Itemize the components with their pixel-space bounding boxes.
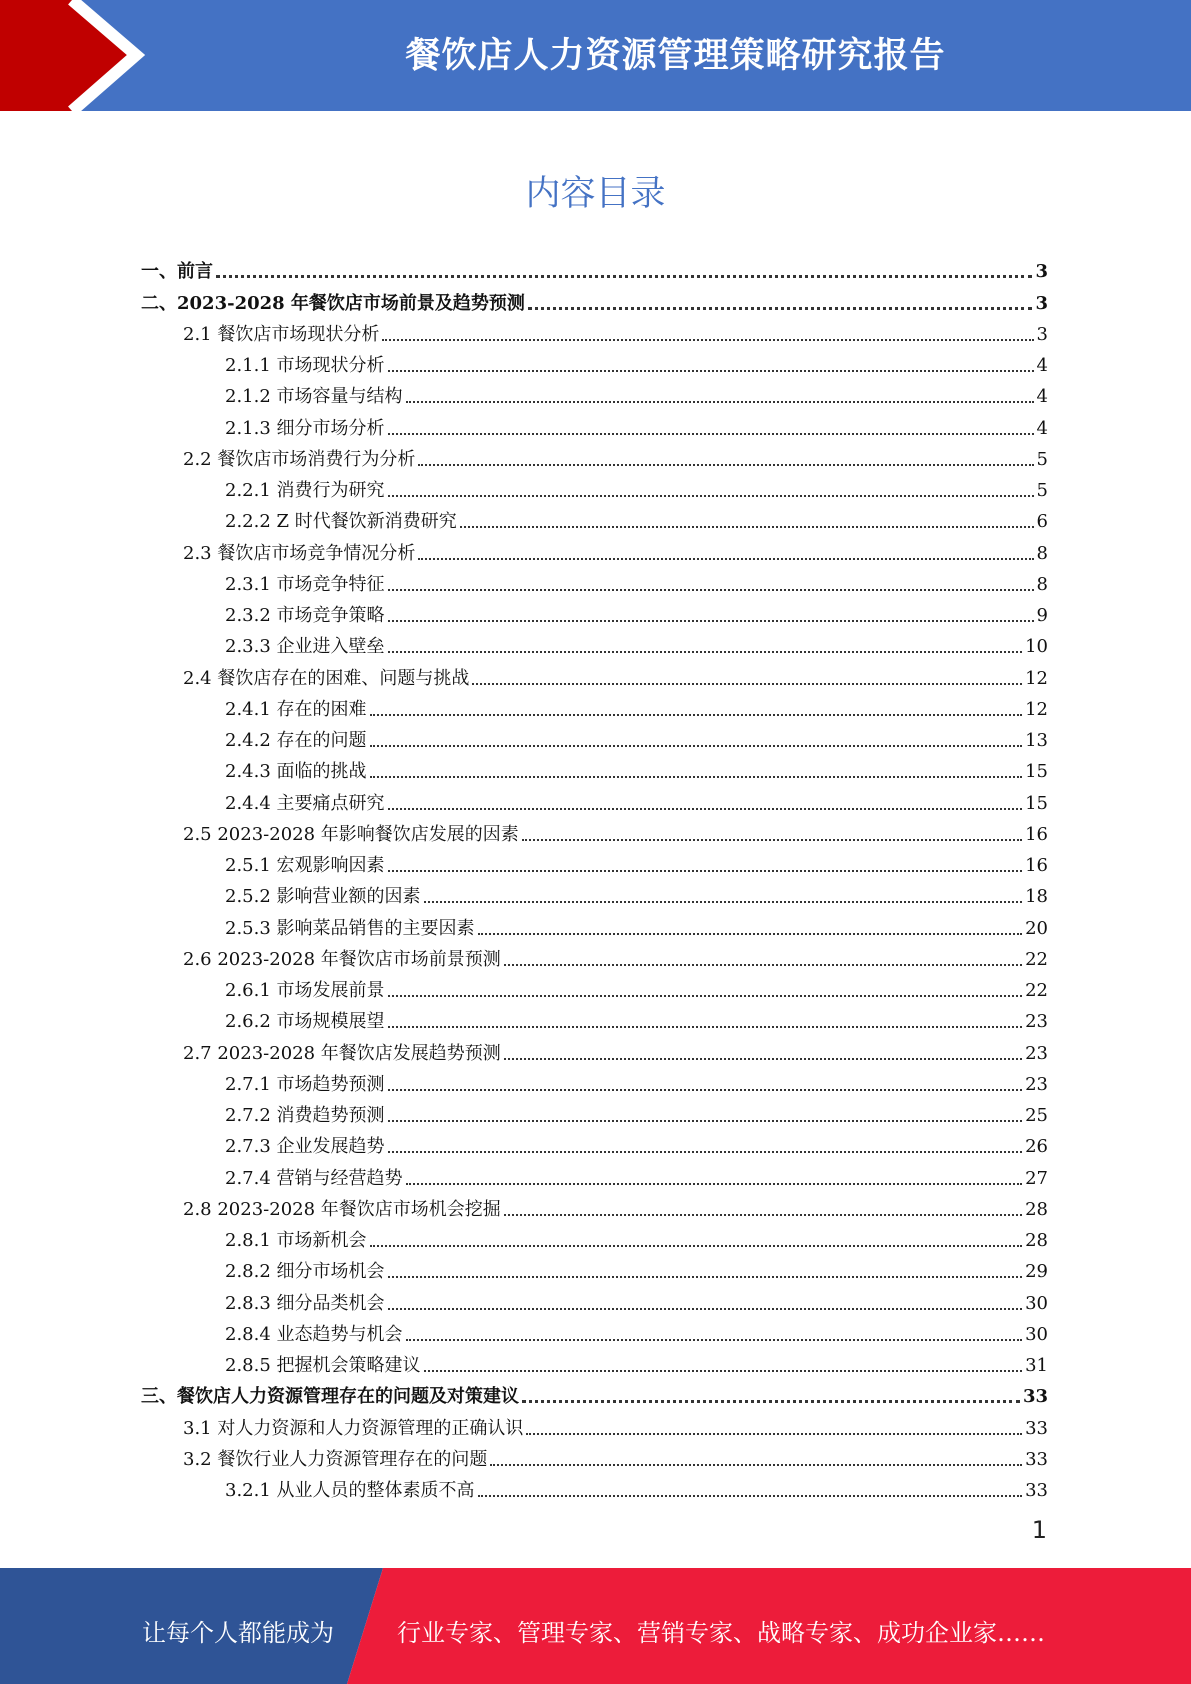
toc-entry-page: 6: [1036, 511, 1048, 533]
toc-entry-label: 2.1.1 市场现状分析: [225, 355, 385, 376]
toc-entry-label: 2.2 餐饮店市场消费行为分析: [183, 448, 416, 470]
toc-dot-leader: [522, 1400, 1020, 1403]
toc-entry-page: 3: [1035, 261, 1048, 283]
footer-band: [0, 1568, 1191, 1684]
toc-entry[interactable]: [141, 659, 1048, 690]
toc-entry-page: 3: [1036, 323, 1048, 345]
toc-entry-page: 33: [1025, 1448, 1048, 1470]
toc-entry[interactable]: [141, 909, 1048, 940]
toc-entry-label: 2.5.1 宏观影响因素: [225, 855, 385, 876]
toc-dot-leader: [418, 558, 1033, 560]
toc-dot-leader: [388, 1120, 1023, 1122]
toc-entry-label: 2.1.3 细分市场分析: [225, 417, 385, 439]
toc-entry[interactable]: [141, 1097, 1048, 1128]
toc-entry[interactable]: [141, 253, 1048, 284]
toc-entry-label: 2.7 2023-2028 年餐饮店发展趋势预测: [183, 1042, 501, 1064]
page-number: 1: [1031, 1516, 1047, 1544]
toc-dot-leader: [472, 683, 1022, 685]
toc-dot-leader: [370, 745, 1023, 747]
toc-entry-label: 2.5.3 影响菜品销售的主要因素: [225, 917, 475, 939]
toc-dot-leader: [388, 1089, 1023, 1091]
toc-entry-label: 2.4.1 存在的困难: [225, 698, 367, 720]
toc-entry-page: 20: [1025, 917, 1048, 939]
toc-entry-label: 2.1.2 市场容量与结构: [225, 386, 403, 408]
toc-entry[interactable]: [141, 503, 1048, 534]
toc-dot-leader: [504, 1058, 1022, 1060]
toc-dot-leader: [388, 620, 1034, 622]
toc-entry-label: 2.7.4 营销与经营趋势: [225, 1167, 403, 1189]
toc-dot-leader: [388, 870, 1023, 872]
toc-entry[interactable]: [141, 284, 1048, 315]
toc-dot-leader: [216, 275, 1032, 278]
toc-dot-leader: [528, 307, 1033, 310]
toc-dot-leader: [490, 1464, 1022, 1466]
toc-entry[interactable]: [141, 753, 1048, 784]
toc-dot-leader: [504, 1214, 1022, 1216]
toc-entry-page: 22: [1025, 948, 1048, 970]
toc-entry[interactable]: [141, 534, 1048, 565]
toc-entry-label: 2.2.2 Z 时代餐饮新消费研究: [225, 511, 457, 533]
toc-entry-page: 28: [1025, 1230, 1048, 1251]
footer-slogan-right: 行业专家、管理专家、营销专家、战略专家、成功企业家……: [397, 1619, 1045, 1647]
toc-entry-page: 25: [1025, 1105, 1048, 1126]
toc-entry[interactable]: [141, 1347, 1048, 1378]
toc-entry-page: 4: [1036, 417, 1048, 439]
toc-entry[interactable]: [141, 1316, 1048, 1347]
toc-entry[interactable]: [141, 1034, 1048, 1065]
toc-dot-leader: [406, 1339, 1023, 1341]
toc-entry-page: 10: [1025, 636, 1048, 658]
toc-entry[interactable]: [141, 878, 1048, 909]
toc-entry-label: 2.8.4 业态趋势与机会: [225, 1323, 403, 1345]
toc-dot-leader: [388, 370, 1034, 372]
toc-entry-page: 8: [1036, 573, 1048, 595]
toc-entry-label: 2.4 餐饮店存在的困难、问题与挑战: [183, 667, 470, 689]
toc-entry-page: 23: [1025, 1011, 1048, 1033]
toc-dot-leader: [388, 995, 1023, 997]
toc-entry-label: 2.8.3 细分品类机会: [225, 1292, 385, 1314]
toc-entry[interactable]: [141, 1284, 1048, 1315]
toc-dot-leader: [388, 495, 1034, 497]
toc-entry-page: 33: [1025, 1480, 1048, 1501]
toc-dot-leader: [460, 526, 1034, 528]
toc-dot-leader: [382, 339, 1033, 341]
toc-dot-leader: [526, 1433, 1022, 1435]
toc-entry-label: 二、2023-2028 年餐饮店市场前景及趋势预测: [141, 292, 525, 314]
table-of-contents: [141, 253, 1048, 1503]
toc-entry[interactable]: [141, 409, 1048, 440]
toc-entry-page: 8: [1036, 542, 1048, 564]
toc-entry-label: 2.6.1 市场发展前景: [225, 980, 385, 1001]
toc-entry-label: 3.2 餐饮行业人力资源管理存在的问题: [183, 1448, 488, 1470]
toc-entry[interactable]: [141, 378, 1048, 409]
toc-dot-leader: [388, 1308, 1023, 1310]
toc-entry[interactable]: [141, 1003, 1048, 1034]
toc-entry-label: 2.1 餐饮店市场现状分析: [183, 323, 380, 345]
toc-dot-leader: [406, 1183, 1023, 1185]
toc-entry-page: 5: [1036, 480, 1048, 501]
toc-entry-page: 23: [1025, 1042, 1048, 1064]
toc-entry-page: 22: [1025, 980, 1048, 1001]
toc-entry-label: 3.1 对人力资源和人力资源管理的正确认识: [183, 1417, 524, 1439]
toc-entry-label: 2.6 2023-2028 年餐饮店市场前景预测: [183, 948, 501, 970]
toc-entry[interactable]: [141, 1159, 1048, 1190]
toc-heading: 内容目录: [525, 174, 666, 214]
toc-entry-label: 2.5 2023-2028 年影响餐饮店发展的因素: [183, 823, 519, 845]
toc-dot-leader: [406, 401, 1034, 403]
toc-entry-page: 27: [1025, 1167, 1048, 1189]
toc-entry-label: 2.7.1 市场趋势预测: [225, 1073, 385, 1095]
toc-entry-page: 5: [1036, 448, 1048, 470]
toc-entry-page: 33: [1022, 1386, 1048, 1408]
toc-entry[interactable]: [141, 784, 1048, 815]
toc-entry[interactable]: [141, 1191, 1048, 1222]
toc-entry[interactable]: [141, 472, 1048, 503]
toc-entry-label: 2.3 餐饮店市场竞争情况分析: [183, 542, 416, 564]
toc-dot-leader: [388, 589, 1034, 591]
toc-entry-page: 15: [1025, 761, 1048, 783]
toc-entry-page: 9: [1036, 605, 1048, 626]
report-title: 餐饮店人力资源管理策略研究报告: [405, 36, 946, 76]
toc-entry-page: 29: [1025, 1261, 1048, 1283]
header-band: [0, 0, 1191, 111]
toc-entry[interactable]: [141, 691, 1048, 722]
toc-entry[interactable]: [141, 1066, 1048, 1097]
toc-entry[interactable]: [141, 628, 1048, 659]
toc-entry-label: 2.8.1 市场新机会: [225, 1230, 367, 1251]
toc-entry-label: 2.8.5 把握机会策略建议: [225, 1355, 421, 1376]
toc-entry-page: 3: [1035, 292, 1048, 314]
toc-dot-leader: [388, 651, 1023, 653]
toc-dot-leader: [388, 1276, 1023, 1278]
toc-entry[interactable]: [141, 816, 1048, 847]
toc-dot-leader: [388, 1151, 1023, 1153]
toc-entry[interactable]: [141, 1378, 1048, 1409]
toc-entry-page: 33: [1025, 1417, 1048, 1439]
toc-entry-label: 2.3.2 市场竞争策略: [225, 605, 385, 626]
toc-entry[interactable]: [141, 972, 1048, 1003]
toc-dot-leader: [388, 808, 1023, 810]
toc-entry-page: 12: [1025, 667, 1048, 689]
toc-entry[interactable]: [141, 441, 1048, 472]
toc-entry[interactable]: [141, 1253, 1048, 1284]
toc-dot-leader: [370, 776, 1023, 778]
toc-entry[interactable]: [141, 566, 1048, 597]
toc-entry-page: 30: [1025, 1292, 1048, 1314]
toc-entry-page: 4: [1036, 355, 1048, 376]
toc-entry[interactable]: [141, 1441, 1048, 1472]
toc-entry[interactable]: [141, 316, 1048, 347]
toc-entry-label: 2.7.3 企业发展趋势: [225, 1136, 385, 1158]
toc-entry[interactable]: [141, 1409, 1048, 1440]
toc-entry-page: 13: [1025, 730, 1048, 751]
toc-entry[interactable]: [141, 722, 1048, 753]
toc-entry-label: 2.3.3 企业进入壁垒: [225, 636, 385, 658]
toc-entry-page: 31: [1025, 1355, 1048, 1376]
toc-entry-label: 2.8 2023-2028 年餐饮店市场机会挖掘: [183, 1198, 501, 1220]
toc-dot-leader: [388, 1026, 1023, 1028]
toc-entry-label: 三、餐饮店人力资源管理存在的问题及对策建议: [141, 1386, 519, 1408]
toc-entry[interactable]: [141, 347, 1048, 378]
toc-dot-leader: [370, 1245, 1023, 1247]
toc-dot-leader: [478, 1495, 1023, 1497]
toc-entry-label: 2.2.1 消费行为研究: [225, 480, 385, 501]
toc-entry[interactable]: [141, 847, 1048, 878]
toc-entry-label: 2.4.3 面临的挑战: [225, 761, 367, 783]
toc-entry-page: 15: [1025, 792, 1048, 814]
toc-entry-page: 16: [1025, 823, 1048, 845]
toc-entry[interactable]: [141, 1222, 1048, 1253]
toc-entry[interactable]: [141, 941, 1048, 972]
toc-entry-label: 2.6.2 市场规模展望: [225, 1011, 385, 1033]
footer-slogan-left: 让每个人都能成为: [142, 1619, 334, 1647]
toc-entry-label: 2.7.2 消费趋势预测: [225, 1105, 385, 1126]
toc-entry[interactable]: [141, 597, 1048, 628]
toc-dot-leader: [424, 901, 1023, 903]
toc-entry-page: 4: [1036, 386, 1048, 408]
toc-entry[interactable]: [141, 1472, 1048, 1503]
toc-dot-leader: [370, 714, 1023, 716]
toc-dot-leader: [478, 933, 1023, 935]
toc-entry-page: 28: [1025, 1198, 1048, 1220]
toc-dot-leader: [388, 433, 1034, 435]
toc-dot-leader: [424, 1370, 1023, 1372]
toc-entry-label: 2.3.1 市场竞争特征: [225, 573, 385, 595]
toc-entry-label: 一、前言: [141, 261, 213, 283]
toc-entry-page: 18: [1025, 886, 1048, 908]
toc-entry-label: 2.4.2 存在的问题: [225, 730, 367, 751]
toc-dot-leader: [418, 464, 1033, 466]
toc-entry-label: 2.5.2 影响营业额的因素: [225, 886, 421, 908]
toc-entry-label: 2.4.4 主要痛点研究: [225, 792, 385, 814]
toc-entry-page: 12: [1025, 698, 1048, 720]
toc-entry[interactable]: [141, 1128, 1048, 1159]
toc-dot-leader: [504, 964, 1022, 966]
toc-dot-leader: [522, 839, 1022, 841]
toc-entry-page: 16: [1025, 855, 1048, 876]
toc-entry-page: 23: [1025, 1073, 1048, 1095]
toc-entry-label: 3.2.1 从业人员的整体素质不高: [225, 1480, 475, 1501]
toc-entry-page: 26: [1025, 1136, 1048, 1158]
toc-entry-page: 30: [1025, 1323, 1048, 1345]
toc-entry-label: 2.8.2 细分市场机会: [225, 1261, 385, 1283]
